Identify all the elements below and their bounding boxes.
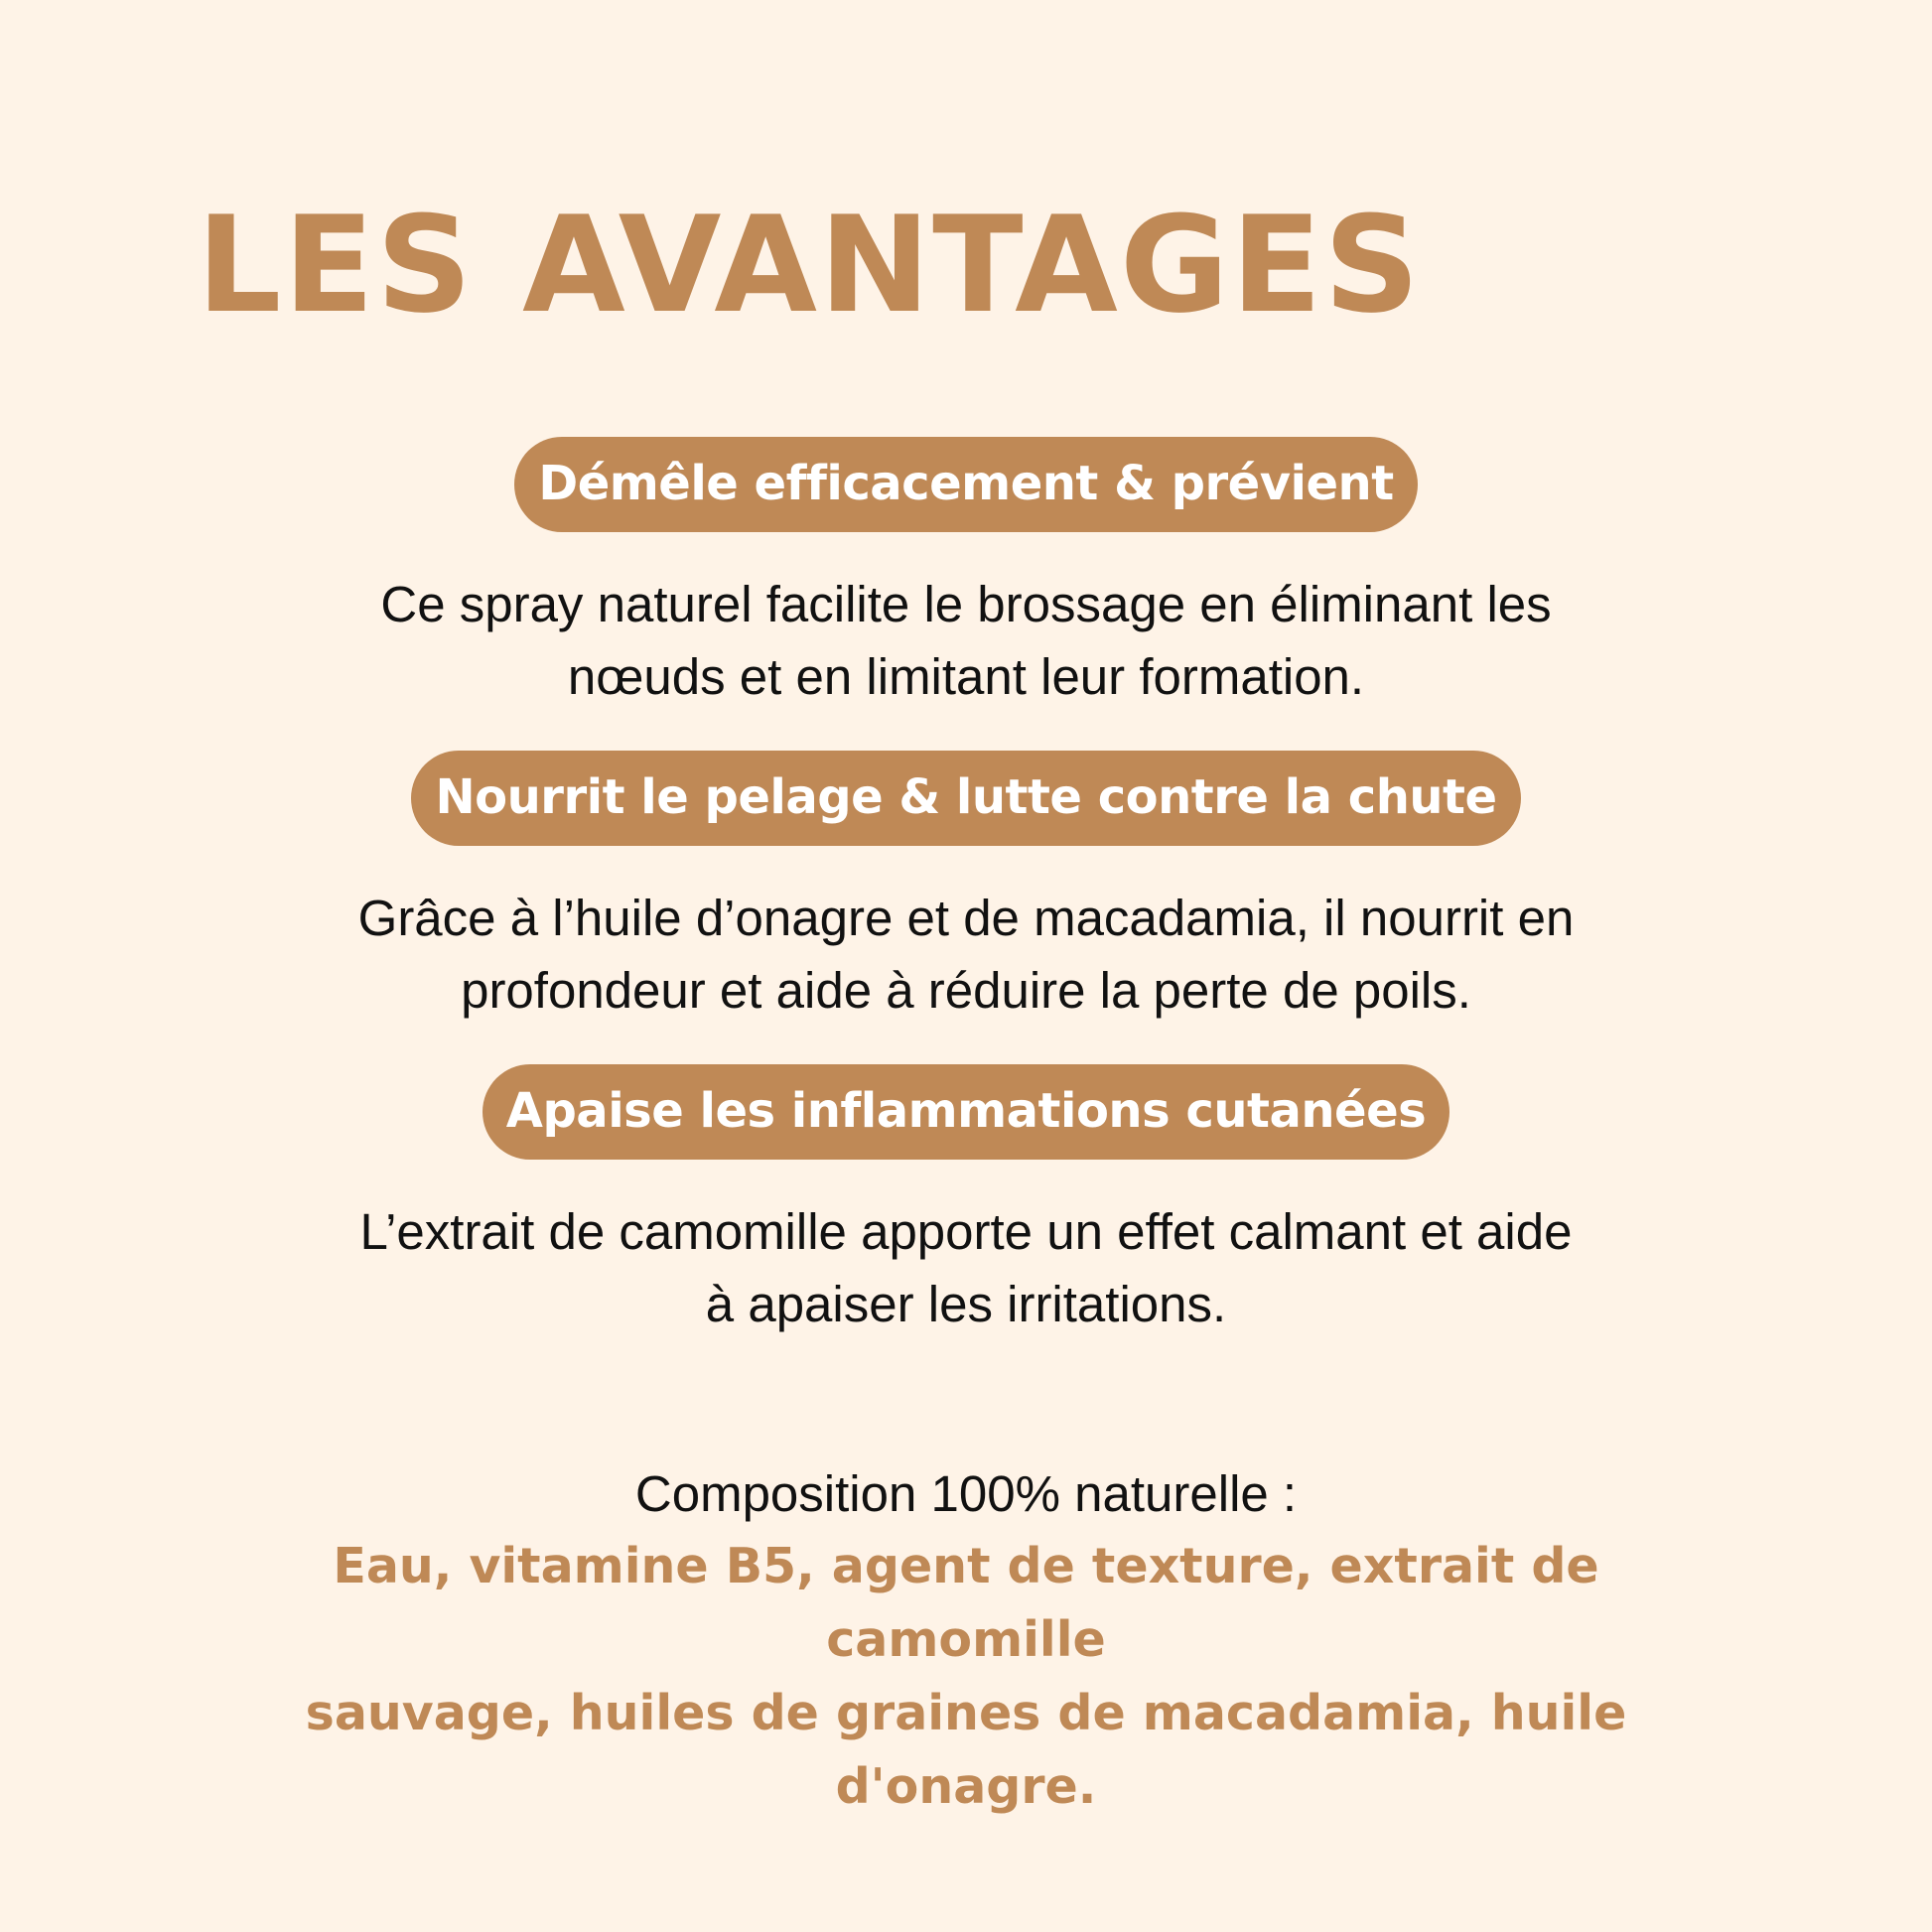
composition-ingredients xyxy=(202,1530,1730,1824)
benefit-heading-badge: Apaise les inflammations cutanées xyxy=(483,1064,1449,1160)
benefit-description xyxy=(179,882,1753,1027)
composition-label: Composition 100% naturelle : xyxy=(634,1465,1298,1522)
benefit-heading-badge: Démêle efficacement & prévient xyxy=(514,437,1417,532)
benefit-description xyxy=(179,568,1753,713)
page-title: LES AVANTAGES xyxy=(197,188,1422,343)
description-line: Ce spray naturel facilite le brossage en éliminant les xyxy=(380,576,1552,632)
description-line: L’extrait de camomille apporte un effet calmant et aide xyxy=(359,1203,1573,1260)
description-line: à apaiser les irritations. xyxy=(705,1276,1227,1332)
benefit-heading-badge: Nourrit le pelage & lutte contre la chute xyxy=(411,751,1520,846)
benefit-soothe xyxy=(179,1064,1753,1340)
description-line: Grâce à l’huile d’onagre et de macadamia, il nourrit en xyxy=(357,890,1575,946)
benefits-section xyxy=(179,437,1753,1824)
description-line: profondeur et aide à réduire la perte de poils. xyxy=(461,962,1471,1019)
benefit-detangle xyxy=(179,437,1753,713)
benefit-description xyxy=(179,1195,1753,1340)
description-line: nœuds et en limitant leur formation. xyxy=(567,648,1365,705)
ingredients-line: d'onagre. xyxy=(835,1758,1097,1815)
benefit-nourish xyxy=(179,751,1753,1027)
ingredients-line: sauvage, huiles de graines de macadamia, huile xyxy=(305,1685,1627,1741)
ingredients-line: Eau, vitamine B5, agent de texture, extrait de camomille xyxy=(333,1538,1599,1668)
